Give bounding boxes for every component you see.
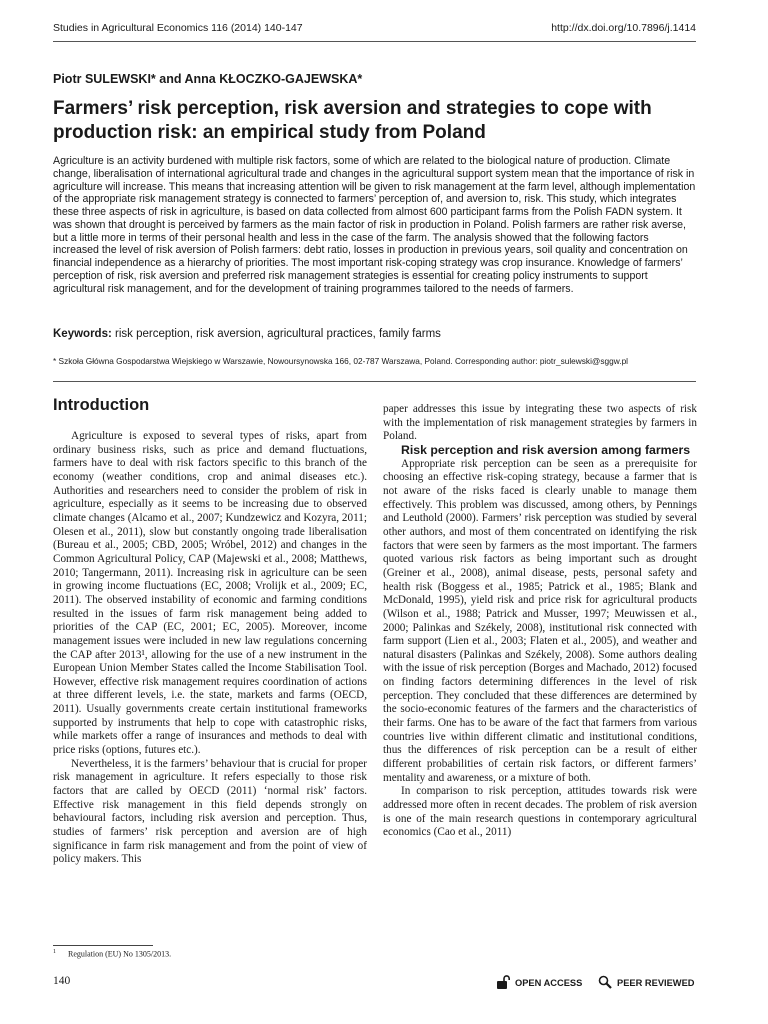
body-paragraph: Appropriate risk perception can be seen as a prerequisite for choosing an effective risk-coping strategy, because a farmer that is not aware of the risks faced is clearly unable to manage them effectively. This problem was discussed, among others, by Pennings and Leuthold (2000). Farmers’ risk perception was studied by several other authors, and most of them concentrated on identifying the risk factors that were seen by farmers as the most important. The farmers quoted various risk factors as being important such as drought (Greiner et al., 2008), animal disease, pests, personal safety and health risk (Boggess et al., 1985; Patrick et al., 1985; Blank and McDonald, 1995), yield risk and price risk for agricultural products (Wilson et al., 1988; Patrick and Musser, 1997; Meuwissen et al., 2000; Palinkas and Székely, 2008), institutional risk connected with farm support (Lien et al., 2003; Flaten et al., 2005), and weather and natural disasters (Palinkas and Székely, 2008). Some authors dealing with the issue of risk perception (Borges and Machado, 2012) focused on finding factors determining differences in the level of risk perception. They concluded that these differences are determined by the socio-economic features of the farmers and the characteristics of their farms. One has to be aware of the fact that farmers from various countries live within different climatic and institutional conditions, thus the differences of risk perception can be a result of either different probabilities of certain risk factors, or different farmers’ mentality and awareness, or a mixture of both. — [383, 457, 697, 784]
left-column — [53, 430, 367, 867]
peer-reviewed-badge — [598, 975, 695, 991]
body-paragraph: Agriculture is exposed to several types of risks, apart from ordinary business risks, such as price and demand fluctuations, farmers have to deal with risk factors specific to this branch of the economy (weather conditions, crop and animal diseases etc.). Authorities and researchers need to consider the problem of risk in agriculture, especially as it seems to be increasing due to observed climate changes (Alcamo et al., 2007; Kundzewicz and Kozyra, 2011; Olesen et al., 2011), slow but constantly ongoing trade liberalisation (Bureau et al., 2005; CBD, 2005; Wróbel, 2012) and changes in the Common Agricultural Policy, CAP (Majewski et al., 2008; Matthews, 2010; Tangermann, 2011). Increasing risk in agriculture can be seen in growing income fluctuations (EC, 2008; Vrolijk et al., 2009; EC, 2011). The observed instability of economic and farming conditions resulted in the issues of farm risk management being added to priorities of the CAP (EC, 2001; EC, 2005). Moreover, income management issues were included in new law regulations concerning the CAP after 2013¹, allowing for the use of a new instrument in the European Union Member States called the Income Stabilisation Tool. However, effective risk management requires coordination of actions at three different levels, i.e. the state, markets and farms (OECD, 2011). Usually governments create certain institutional frameworks supported by instruments that help to cope with catastrophic risks, while markets offer a range of insurances and methods to deal with price risks (options, futures etc.). — [53, 430, 367, 757]
peer-reviewed-label: PEER REVIEWED — [617, 978, 695, 988]
affiliation-note: * Szkoła Główna Gospodarstwa Wiejskiego w Warszawie, Nowoursynowska 166, 02-787 Warszawa, Poland. Corresponding author: piotr_sulewski@sggw.pl — [53, 356, 629, 366]
article-title: Farmers’ risk perception, risk aversion and strategies to cope with production risk: an empirical study from Poland — [53, 98, 652, 143]
keywords-text: risk perception, risk aversion, agricultural practices, family farms — [115, 328, 441, 340]
footnote-marker: 1 — [53, 949, 56, 955]
body-paragraph: In comparison to risk perception, attitudes towards risk were addressed more often in recent decades. The problem of risk aversion is one of the main research questions in contemporary agricultural economics (Cao et al., 2011) — [383, 785, 697, 839]
header-divider — [53, 41, 696, 42]
body-paragraph: Nevertheless, it is the farmers’ behaviour that is crucial for proper risk management in agriculture. It refers especially to those risk factors that are called by OECD (2011) ‘normal risk’ factors. Effective risk management in this field depends strongly on behavioural factors, including risk aversion and perception. Thus, studies of farmers’ risk perception and aversion are of high significance in farm risk management and from the point of view of policy makers. This — [53, 757, 367, 866]
footnote-text: Regulation (EU) No 1305/2013. — [68, 949, 172, 959]
subsection-heading: Risk perception and risk aversion among farmers — [401, 442, 691, 457]
section-divider — [53, 381, 696, 382]
footnote — [53, 949, 171, 959]
open-lock-icon — [496, 975, 510, 991]
page-number: 140 — [53, 975, 71, 987]
footnote-divider — [53, 945, 153, 946]
open-access-badge — [496, 975, 582, 991]
keywords-line — [53, 328, 441, 340]
keywords-label: Keywords: — [53, 328, 112, 340]
doi-link[interactable]: http://dx.doi.org/10.7896/j.1414 — [551, 22, 696, 34]
abstract: Agriculture is an activity burdened with multiple risk factors, some of which are related to the biological nature of production. Climate change, liberalisation of international agricultural trade and changes in the agricultural support system mean that the importance of risk in agriculture will increase. This means that increasing attention will be given to risk management at the farm level, although implementation of the appropriate risk management strategy is connected to farmers’ perception of, and aversion to, risk. This study, which integrates these three aspects of risk in agriculture, is based on data collected from almost 600 participant farms from the Polish FADN system. It was shown that drought is perceived by farmers as the main factor of risk in production in Poland. Polish farmers are rather risk averse, but a little more in terms of their personal health and less in the case of the farm. The analysis showed that the following factors increased the level of risk aversion of Polish farmers: debt ratio, losses in production in previous years, soil quality and concentration on financial independence as a hierarchy of priorities. The most important risk-coping strategy was crop insurance. Knowledge of farmers’ perception of risk, risk aversion and preferred risk management strategies is essential for creating policy instruments to support agricultural risk management, and for the development of training programmes tailored to the needs of farmers. — [53, 155, 696, 295]
right-column — [383, 403, 697, 840]
journal-citation: Studies in Agricultural Economics 116 (2014) 140-147 — [53, 22, 303, 34]
body-paragraph-continued: paper addresses this issue by integrating these two aspects of risk with the implementation of risk management strategies by farmers in Poland. — [383, 403, 697, 443]
author-line: Piotr SULEWSKI* and Anna KŁOCZKO-GAJEWSKA* — [53, 72, 363, 86]
magnifier-icon — [598, 975, 612, 991]
open-access-label: OPEN ACCESS — [515, 978, 583, 988]
section-heading-introduction: Introduction — [53, 396, 150, 414]
